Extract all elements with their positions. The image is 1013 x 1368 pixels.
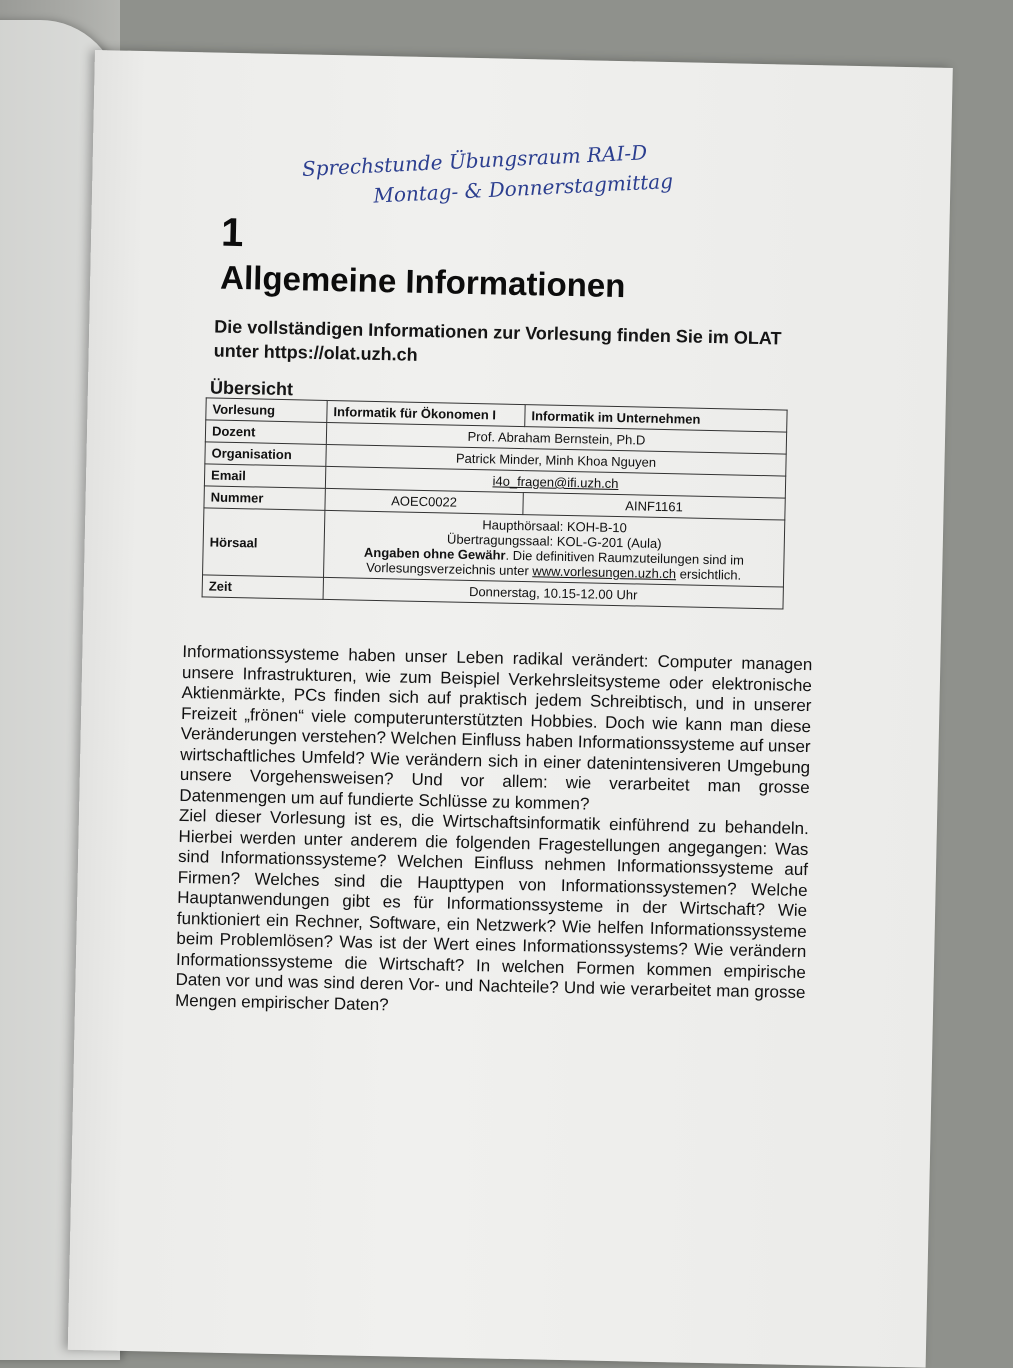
value-nummer-1: AOEC0022 xyxy=(325,488,523,514)
overview-table xyxy=(202,397,788,609)
label-organisation: Organisation xyxy=(205,442,326,467)
value-organisation: Patrick Minder, Minh Khoa Nguyen xyxy=(326,444,786,476)
document-page xyxy=(68,50,953,1368)
value-hoersaal xyxy=(324,510,785,587)
label-nummer: Nummer xyxy=(204,486,325,511)
overview-heading: Übersicht xyxy=(209,377,294,400)
chapter-title: Allgemeine Informationen xyxy=(219,258,626,305)
handwritten-note xyxy=(301,134,723,214)
body-paragraph-1: Informationssysteme haben unser Leben radikal verändert: Computer managen unsere Infrastrukturen, wie zum Beispiel Verkehrsleitsysteme oder elektronische Aktienmärkte, PCs finden sich auf praktisch jedem Schreibtisch, und in unserer Freizeit „frönen“ viele computerunterstützten Hobbies. Doch wie kann man diese Veränderungen verstehen? Welchen Einfluss haben Informationssysteme auf unser wirtschaftliches Umfeld? Wie verändern sich in einer datenintensiveren Umgebung unsere Vorgehensweisen? Und vor allem: wie verarbeitet man grosse Datenmengen um auf fundierte Schlüsse zu kommen? xyxy=(179,641,813,814)
hoersaal-note-link: www.vorlesungen.uzh.ch xyxy=(532,563,677,582)
label-zeit: Zeit xyxy=(202,575,323,600)
chapter-number: 1 xyxy=(220,210,244,256)
value-nummer-2: AINF1161 xyxy=(523,493,785,520)
subtitle: Die vollständigen Informationen zur Vorlesung finden Sie im OLAT unter https://olat.uzh.ch xyxy=(213,316,782,365)
table-row-hoersaal xyxy=(203,508,785,587)
hoersaal-note-end: ersichtlich. xyxy=(675,566,742,583)
value-vorlesung-1: Informatik für Ökonomen I xyxy=(327,400,525,426)
label-hoersaal: Hörsaal xyxy=(203,508,325,578)
hoersaal-note-bold: Angaben ohne Gewähr xyxy=(363,544,506,563)
value-zeit: Donnerstag, 10.15-12.00 Uhr xyxy=(323,577,783,609)
label-vorlesung: Vorlesung xyxy=(206,398,327,423)
value-vorlesung-2: Informatik im Unternehmen xyxy=(525,405,787,432)
body-text xyxy=(175,642,813,1024)
handwritten-note-line-2: Montag- & Donnerstagmittag xyxy=(372,168,674,208)
value-email: i4o_fragen@ifi.uzh.ch xyxy=(325,466,785,498)
body-paragraph-2: Ziel dieser Vorlesung ist es, die Wirtschaftsinformatik einführend zu behandeln. Hierbei werden unter anderem die folgenden Fragestellungen angegangen: Was sind Informationssysteme? Welchen Einfluss nehmen Informationssysteme auf Firmen? Welches sind die Haupttypen von Informationssystemen? Welche Hauptanwendungen gibt es für Informationssysteme in der Wirtschaft? Wie funktioniert ein Rechner, Software, ein Netzwerk? Wie helfen Informationssysteme beim Problemlösen? Was ist der Wert eines Informationssystems? Wie verändern Informationssysteme die Wirtschaft? In welchen Formen kommen empirische Daten vor und was sind deren Vor- und Nachteile? Und wie verarbeitet man grosse Mengen empirischer Daten? xyxy=(174,805,810,1014)
hoersaal-note-text: . Die definitiven Raumzuteilungen sind im Vorlesungsverzeichnis unter xyxy=(366,547,745,579)
label-email: Email xyxy=(204,464,325,489)
page-content xyxy=(68,50,953,1368)
hoersaal-line-2: Übertragungssaal: KOL-G-201 (Aula) xyxy=(446,531,662,551)
label-dozent: Dozent xyxy=(205,420,326,445)
handwritten-note-line-1: Sprechstunde Übungsraum RAI-D xyxy=(301,140,648,182)
hoersaal-line-1: Haupthörsaal: KOH-B-10 xyxy=(482,517,628,536)
value-dozent: Prof. Abraham Bernstein, Ph.D xyxy=(326,422,786,454)
